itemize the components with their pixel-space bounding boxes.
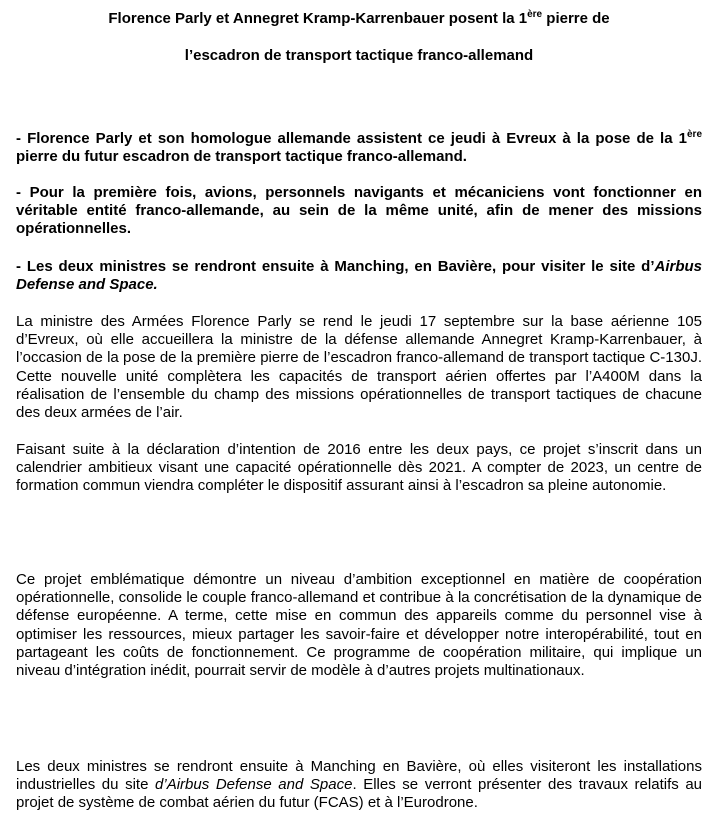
title-text-end: pierre de	[542, 10, 610, 27]
paragraph-4-italic-text: d’Airbus Defense and Space	[155, 776, 353, 794]
bullet-1-superscript: ère	[686, 129, 702, 140]
bullet-1-text-end: pierre du futur escadron de transport tactique franco-allemand.	[16, 148, 467, 166]
bullet-3	[16, 258, 702, 294]
paragraph-4-text-start: Les deux ministres se rendront ensuite à Manching en Bavière, où elles visiteront les installations industrielles du site	[16, 758, 702, 794]
paragraph-3: Ce projet emblématique démontre un niveau d’ambition exceptionnel en matière de coopération opérationnelle, consolide le couple franco-allemand et contribue à la concrétisation de la dynamique de défense européenne. A terme, cette mise en commun des appareils comme du personnel vise à optimiser les ressources, mieux partager les savoir-faire et développer notre interopérabilité, tout en partageant les coûts de fonctionnement. Ce programme de coopération militaire, qui implique un niveau d’intégration inédit, pourrait servir de modèle à d’autres projets multinationaux.	[16, 571, 702, 680]
paragraph-4	[16, 758, 702, 813]
bullet-1-text-start: - Florence Parly et son homologue allemande assistent ce jeudi à Evreux à la pose de la 1	[16, 130, 687, 147]
paragraph-1: La ministre des Armées Florence Parly se rend le jeudi 17 septembre sur la base aérienne 105 d’Evreux, où elle accueillera la ministre de la défense allemande Annegret Kramp-Karrenbauer, à l’occasion de la pose de la première pierre de l’escadron franco-allemand de transport tactique C-130J. Cette nouvelle unité complètera les capacités de transport aérien offertes par l’A400M dans la réalisation de l’ensemble du champ des missions opérationnelles de transport tactiques de chacune des deux armées de l’air.	[16, 313, 702, 422]
paragraph-4-text-end: . Elles se verront présenter des travaux relatifs au projet de système de combat aérien du futur (FCAS) et à l’Eurodrone.	[16, 776, 703, 812]
bullet-3-text: - Les deux ministres se rendront ensuite à Manching, en Bavière, pour visiter le site d’	[16, 258, 655, 275]
title-superscript: ère	[527, 9, 543, 20]
title-text-start: Florence Parly et Annegret Kramp-Karrenbauer posent la 1	[108, 10, 528, 27]
bullet-1	[16, 130, 702, 166]
document-title-line-1	[0, 10, 718, 28]
bullet-2: - Pour la première fois, avions, personnels navigants et mécaniciens vont fonctionner en véritable entité franco-allemande, au sein de la même unité, afin de mener des missions opérationnelles.	[16, 184, 702, 238]
document-title-line-2: l’escadron de transport tactique franco-allemand	[184, 47, 534, 64]
bullet-3-italic-text: Airbus Defense and Space.	[16, 258, 702, 294]
paragraph-2: Faisant suite à la déclaration d’intention de 2016 entre les deux pays, ce projet s’inscrit dans un calendrier ambitieux visant une capacité opérationnelle dès 2021. A compter de 2023, un centre de formation commun viendra compléter le dispositif assurant ainsi à l’escadron sa pleine autonomie.	[16, 441, 702, 495]
